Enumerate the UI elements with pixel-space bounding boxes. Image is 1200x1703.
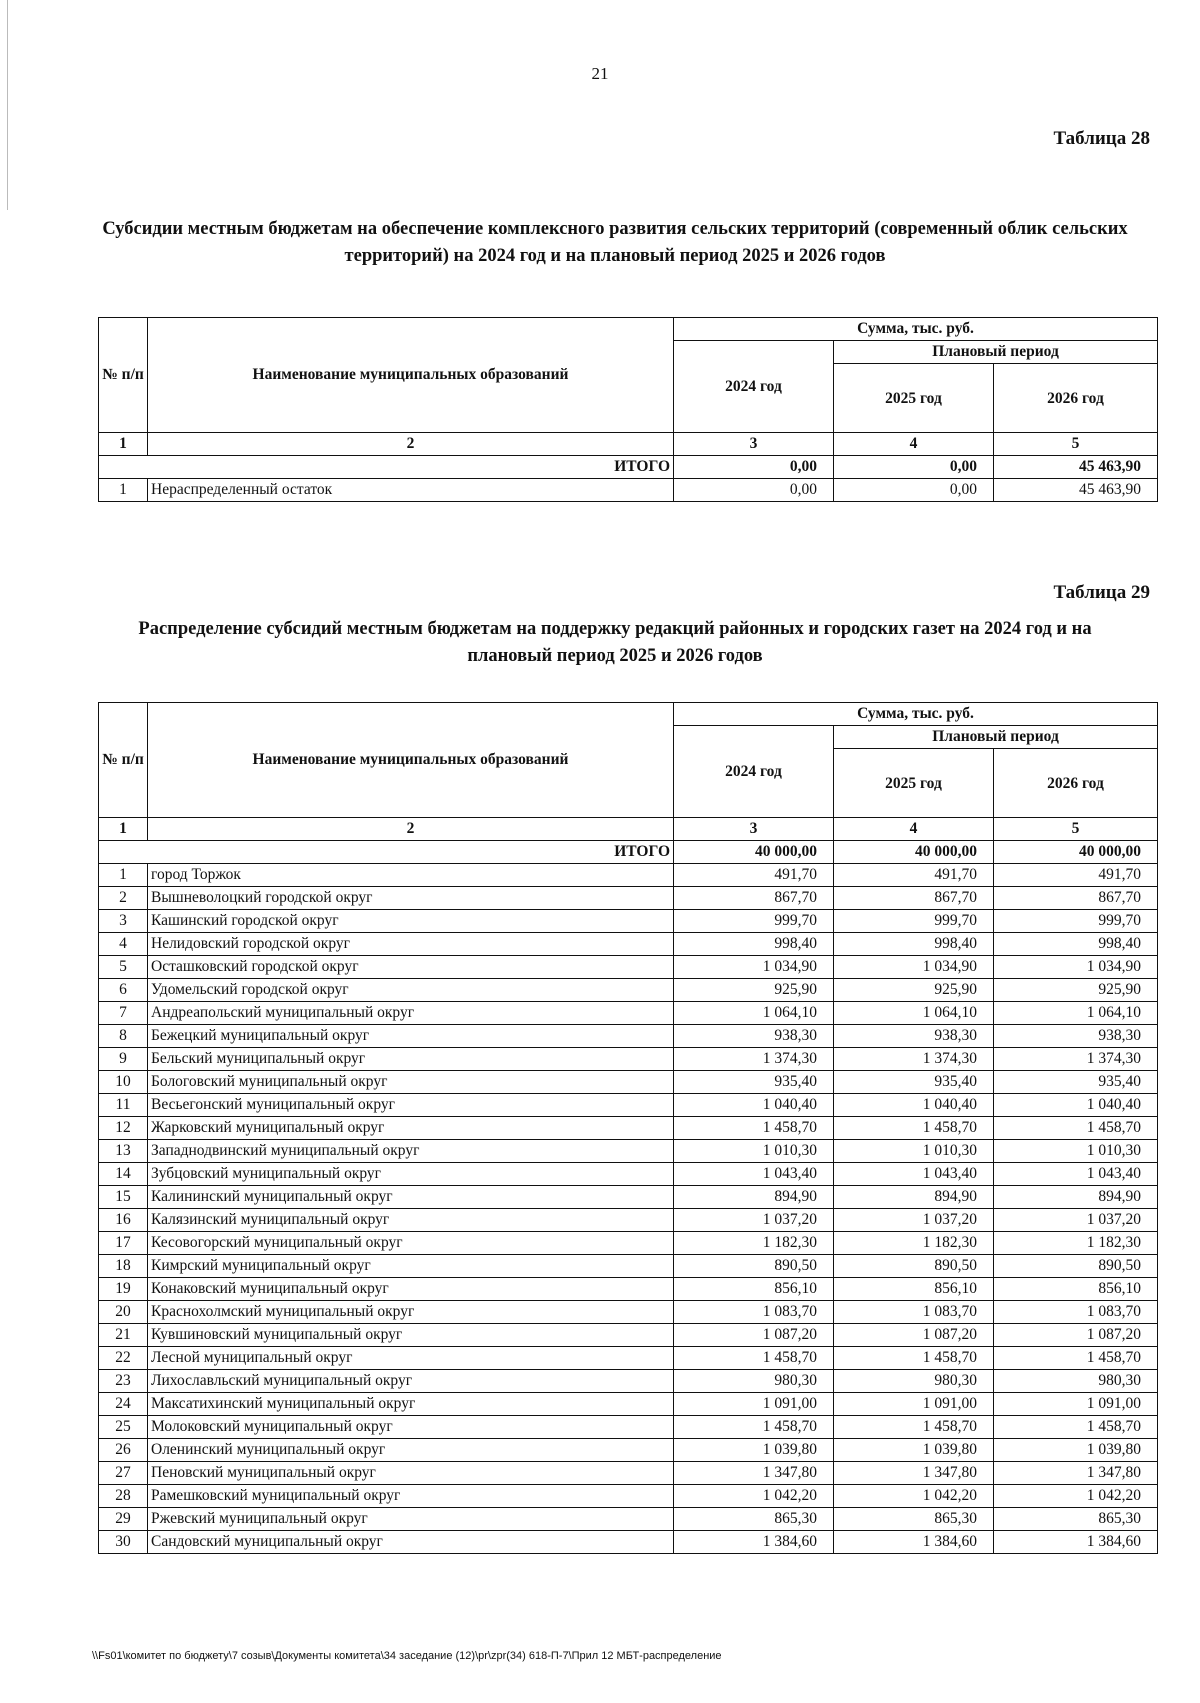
row-2024: 867,70 <box>674 887 834 910</box>
total-row <box>99 456 1158 479</box>
row-2026: 925,90 <box>994 979 1158 1002</box>
row-num: 6 <box>99 979 148 1002</box>
row-2025: 0,00 <box>834 479 994 502</box>
row-2026: 1 040,40 <box>994 1094 1158 1117</box>
header-2025: 2025 год <box>834 749 994 818</box>
row-2026: 1 384,60 <box>994 1531 1158 1554</box>
table-row <box>99 1025 1158 1048</box>
row-name: Кувшиновский муниципальный округ <box>148 1324 674 1347</box>
row-2025: 935,40 <box>834 1071 994 1094</box>
row-2024: 1 039,80 <box>674 1439 834 1462</box>
total-2026: 45 463,90 <box>994 456 1158 479</box>
table-row <box>99 1439 1158 1462</box>
table-row <box>99 1186 1158 1209</box>
row-num: 19 <box>99 1278 148 1301</box>
row-name: Лесной муниципальный округ <box>148 1347 674 1370</box>
row-2025: 1 182,30 <box>834 1232 994 1255</box>
row-num: 7 <box>99 1002 148 1025</box>
row-2025: 1 087,20 <box>834 1324 994 1347</box>
total-row <box>99 841 1158 864</box>
table-29-body <box>99 864 1158 1554</box>
row-2025: 1 042,20 <box>834 1485 994 1508</box>
table-28-label: Таблица 28 <box>1053 128 1150 149</box>
table-row <box>99 910 1158 933</box>
row-num: 26 <box>99 1439 148 1462</box>
row-2026: 1 091,00 <box>994 1393 1158 1416</box>
table-row <box>99 1140 1158 1163</box>
row-2026: 1 458,70 <box>994 1347 1158 1370</box>
total-label: ИТОГО <box>99 841 674 864</box>
row-2025: 1 458,70 <box>834 1347 994 1370</box>
row-2026: 865,30 <box>994 1508 1158 1531</box>
row-2025: 491,70 <box>834 864 994 887</box>
row-2024: 1 458,70 <box>674 1416 834 1439</box>
colnum-5: 5 <box>994 433 1158 456</box>
row-name: Ржевский муниципальный округ <box>148 1508 674 1531</box>
row-name: Бельский муниципальный округ <box>148 1048 674 1071</box>
table-row <box>99 1301 1158 1324</box>
row-2024: 1 384,60 <box>674 1531 834 1554</box>
row-name: Нераспределенный остаток <box>148 479 674 502</box>
row-2024: 1 091,00 <box>674 1393 834 1416</box>
row-2024: 1 064,10 <box>674 1002 834 1025</box>
row-2026: 935,40 <box>994 1071 1158 1094</box>
row-name: Кесовогорский муниципальный округ <box>148 1232 674 1255</box>
table-row <box>99 1531 1158 1554</box>
table-row <box>99 887 1158 910</box>
header-num: № п/п <box>99 703 148 818</box>
table-row <box>99 1416 1158 1439</box>
row-2024: 0,00 <box>674 479 834 502</box>
row-num: 25 <box>99 1416 148 1439</box>
row-2024: 1 034,90 <box>674 956 834 979</box>
row-name: Осташковский городской округ <box>148 956 674 979</box>
row-2024: 998,40 <box>674 933 834 956</box>
header-sum: Сумма, тыс. руб. <box>674 703 1158 726</box>
table-row <box>99 1117 1158 1140</box>
row-2024: 1 458,70 <box>674 1347 834 1370</box>
row-num: 21 <box>99 1324 148 1347</box>
table-row <box>99 864 1158 887</box>
colnum-3: 3 <box>674 818 834 841</box>
row-name: Рамешковский муниципальный округ <box>148 1485 674 1508</box>
row-2024: 856,10 <box>674 1278 834 1301</box>
row-num: 16 <box>99 1209 148 1232</box>
row-2025: 1 034,90 <box>834 956 994 979</box>
total-2025: 0,00 <box>834 456 994 479</box>
row-2025: 856,10 <box>834 1278 994 1301</box>
row-2024: 890,50 <box>674 1255 834 1278</box>
header-2024: 2024 год <box>674 726 834 818</box>
colnum-3: 3 <box>674 433 834 456</box>
row-name: Кашинский городской округ <box>148 910 674 933</box>
table-row <box>99 1324 1158 1347</box>
row-2025: 925,90 <box>834 979 994 1002</box>
row-num: 29 <box>99 1508 148 1531</box>
row-2026: 1 010,30 <box>994 1140 1158 1163</box>
table-row <box>99 1232 1158 1255</box>
header-2026: 2026 год <box>994 364 1158 433</box>
table-row <box>99 1255 1158 1278</box>
row-num: 24 <box>99 1393 148 1416</box>
row-2025: 1 040,40 <box>834 1094 994 1117</box>
row-num: 28 <box>99 1485 148 1508</box>
row-2026: 1 037,20 <box>994 1209 1158 1232</box>
header-name: Наименование муниципальных образований <box>148 703 674 818</box>
row-2025: 1 083,70 <box>834 1301 994 1324</box>
row-2026: 856,10 <box>994 1278 1158 1301</box>
row-name: Краснохолмский муниципальный округ <box>148 1301 674 1324</box>
row-2025: 1 458,70 <box>834 1416 994 1439</box>
row-2024: 999,70 <box>674 910 834 933</box>
row-2025: 1 091,00 <box>834 1393 994 1416</box>
row-2025: 1 039,80 <box>834 1439 994 1462</box>
row-name: Жарковский муниципальный округ <box>148 1117 674 1140</box>
row-name: Кимрский муниципальный округ <box>148 1255 674 1278</box>
table-row <box>99 1278 1158 1301</box>
row-num: 17 <box>99 1232 148 1255</box>
total-2024: 0,00 <box>674 456 834 479</box>
row-2026: 980,30 <box>994 1370 1158 1393</box>
colnum-1: 1 <box>99 818 148 841</box>
row-2026: 998,40 <box>994 933 1158 956</box>
page-number: 21 <box>591 64 609 83</box>
row-2025: 938,30 <box>834 1025 994 1048</box>
row-num: 20 <box>99 1301 148 1324</box>
row-2026: 890,50 <box>994 1255 1158 1278</box>
row-name: Зубцовский муниципальный округ <box>148 1163 674 1186</box>
row-2025: 1 064,10 <box>834 1002 994 1025</box>
row-name: Андреапольский муниципальный округ <box>148 1002 674 1025</box>
row-num: 9 <box>99 1048 148 1071</box>
row-2024: 865,30 <box>674 1508 834 1531</box>
row-2025: 894,90 <box>834 1186 994 1209</box>
row-num: 8 <box>99 1025 148 1048</box>
table-row <box>99 1094 1158 1117</box>
table-29-label: Таблица 29 <box>1053 582 1150 603</box>
row-2024: 1 042,20 <box>674 1485 834 1508</box>
row-2024: 1 037,20 <box>674 1209 834 1232</box>
table-row <box>99 956 1158 979</box>
row-name: Западнодвинский муниципальный округ <box>148 1140 674 1163</box>
row-2024: 1 040,40 <box>674 1094 834 1117</box>
row-name: Вышневолоцкий городской округ <box>148 887 674 910</box>
row-name: Лихославльский муниципальный округ <box>148 1370 674 1393</box>
table-29-title: Распределение субсидий местным бюджетам на поддержку редакций районных и городских газет на 2024 год и на плановый период 2025 и 2026 годов <box>138 619 1092 666</box>
row-name: Калининский муниципальный округ <box>148 1186 674 1209</box>
row-2024: 1 182,30 <box>674 1232 834 1255</box>
row-2026: 1 064,10 <box>994 1002 1158 1025</box>
row-num: 30 <box>99 1531 148 1554</box>
header-num: № п/п <box>99 318 148 433</box>
row-name: Оленинский муниципальный округ <box>148 1439 674 1462</box>
row-2026: 938,30 <box>994 1025 1158 1048</box>
row-2024: 1 458,70 <box>674 1117 834 1140</box>
row-2024: 1 374,30 <box>674 1048 834 1071</box>
header-plan: Плановый период <box>834 341 1158 364</box>
row-2025: 1 458,70 <box>834 1117 994 1140</box>
row-2025: 1 374,30 <box>834 1048 994 1071</box>
row-2026: 491,70 <box>994 864 1158 887</box>
row-2024: 1 347,80 <box>674 1462 834 1485</box>
row-2026: 1 042,20 <box>994 1485 1158 1508</box>
row-2026: 1 458,70 <box>994 1117 1158 1140</box>
colnum-4: 4 <box>834 433 994 456</box>
row-num: 13 <box>99 1140 148 1163</box>
table-row <box>99 1071 1158 1094</box>
row-num: 3 <box>99 910 148 933</box>
table-row <box>99 1393 1158 1416</box>
header-plan: Плановый период <box>834 726 1158 749</box>
row-2026: 1 374,30 <box>994 1048 1158 1071</box>
row-name: Максатихинский муниципальный округ <box>148 1393 674 1416</box>
row-num: 1 <box>99 864 148 887</box>
row-2026: 867,70 <box>994 887 1158 910</box>
total-2024: 40 000,00 <box>674 841 834 864</box>
header-2025: 2025 год <box>834 364 994 433</box>
row-2025: 890,50 <box>834 1255 994 1278</box>
table-row <box>99 1163 1158 1186</box>
row-name: Калязинский муниципальный округ <box>148 1209 674 1232</box>
table-29 <box>98 702 1158 1554</box>
row-2026: 1 347,80 <box>994 1462 1158 1485</box>
row-2024: 491,70 <box>674 864 834 887</box>
table-row <box>99 1347 1158 1370</box>
table-row <box>99 1048 1158 1071</box>
row-2024: 980,30 <box>674 1370 834 1393</box>
row-name: Конаковский муниципальный округ <box>148 1278 674 1301</box>
table-row <box>99 1370 1158 1393</box>
row-2026: 1 182,30 <box>994 1232 1158 1255</box>
row-2025: 1 037,20 <box>834 1209 994 1232</box>
row-2025: 1 347,80 <box>834 1462 994 1485</box>
colnum-2: 2 <box>148 433 674 456</box>
row-name: Удомельский городской округ <box>148 979 674 1002</box>
row-2024: 938,30 <box>674 1025 834 1048</box>
row-2024: 1 083,70 <box>674 1301 834 1324</box>
row-2025: 1 043,40 <box>834 1163 994 1186</box>
header-name: Наименование муниципальных образований <box>148 318 674 433</box>
row-2026: 1 458,70 <box>994 1416 1158 1439</box>
row-name: Бологовский муниципальный округ <box>148 1071 674 1094</box>
row-num: 27 <box>99 1462 148 1485</box>
row-name: Пеновский муниципальный округ <box>148 1462 674 1485</box>
table-row <box>99 1462 1158 1485</box>
colnum-4: 4 <box>834 818 994 841</box>
total-2025: 40 000,00 <box>834 841 994 864</box>
row-num: 5 <box>99 956 148 979</box>
footer-file-path: \\Fs01\комитет по бюджету\7 созыв\Документы комитета\34 заседание (12)\pr\zpr(34) 618-П-7\Прил 12 МБТ-распределение <box>92 1650 722 1662</box>
row-2026: 1 034,90 <box>994 956 1158 979</box>
colnum-2: 2 <box>148 818 674 841</box>
row-num: 11 <box>99 1094 148 1117</box>
row-2026: 1 083,70 <box>994 1301 1158 1324</box>
table-row <box>99 1508 1158 1531</box>
row-2026: 1 043,40 <box>994 1163 1158 1186</box>
table-row <box>99 479 1158 502</box>
row-2025: 998,40 <box>834 933 994 956</box>
colnum-5: 5 <box>994 818 1158 841</box>
row-2026: 999,70 <box>994 910 1158 933</box>
scan-margin-line <box>7 0 8 210</box>
header-sum: Сумма, тыс. руб. <box>674 318 1158 341</box>
row-num: 12 <box>99 1117 148 1140</box>
row-2025: 865,30 <box>834 1508 994 1531</box>
table-row <box>99 1002 1158 1025</box>
row-2026: 1 087,20 <box>994 1324 1158 1347</box>
table-28-title: Субсидии местным бюджетам на обеспечение комплексного развития сельских территорий (современный облик сельских территорий) на 2024 год и на плановый период 2025 и 2026 годов <box>102 219 1128 266</box>
total-2026: 40 000,00 <box>994 841 1158 864</box>
row-num: 2 <box>99 887 148 910</box>
total-label: ИТОГО <box>99 456 674 479</box>
table-row <box>99 1485 1158 1508</box>
row-2026: 45 463,90 <box>994 479 1158 502</box>
row-num: 15 <box>99 1186 148 1209</box>
row-name: Молоковский муниципальный округ <box>148 1416 674 1439</box>
table-row <box>99 1209 1158 1232</box>
row-num: 22 <box>99 1347 148 1370</box>
row-2026: 1 039,80 <box>994 1439 1158 1462</box>
row-2025: 1 010,30 <box>834 1140 994 1163</box>
row-num: 10 <box>99 1071 148 1094</box>
row-2024: 1 043,40 <box>674 1163 834 1186</box>
row-2024: 894,90 <box>674 1186 834 1209</box>
row-name: Сандовский муниципальный округ <box>148 1531 674 1554</box>
row-name: город Торжок <box>148 864 674 887</box>
row-2025: 867,70 <box>834 887 994 910</box>
header-2026: 2026 год <box>994 749 1158 818</box>
table-row <box>99 979 1158 1002</box>
header-2024: 2024 год <box>674 341 834 433</box>
row-2026: 894,90 <box>994 1186 1158 1209</box>
row-num: 18 <box>99 1255 148 1278</box>
row-num: 14 <box>99 1163 148 1186</box>
row-num: 1 <box>99 479 148 502</box>
colnum-1: 1 <box>99 433 148 456</box>
row-2025: 999,70 <box>834 910 994 933</box>
table-row <box>99 933 1158 956</box>
row-num: 4 <box>99 933 148 956</box>
row-2025: 1 384,60 <box>834 1531 994 1554</box>
row-name: Бежецкий муниципальный округ <box>148 1025 674 1048</box>
table-28 <box>98 317 1158 502</box>
row-2024: 1 087,20 <box>674 1324 834 1347</box>
row-2024: 1 010,30 <box>674 1140 834 1163</box>
row-num: 23 <box>99 1370 148 1393</box>
row-name: Нелидовский городской округ <box>148 933 674 956</box>
row-name: Весьегонский муниципальный округ <box>148 1094 674 1117</box>
row-2025: 980,30 <box>834 1370 994 1393</box>
row-2024: 925,90 <box>674 979 834 1002</box>
row-2024: 935,40 <box>674 1071 834 1094</box>
